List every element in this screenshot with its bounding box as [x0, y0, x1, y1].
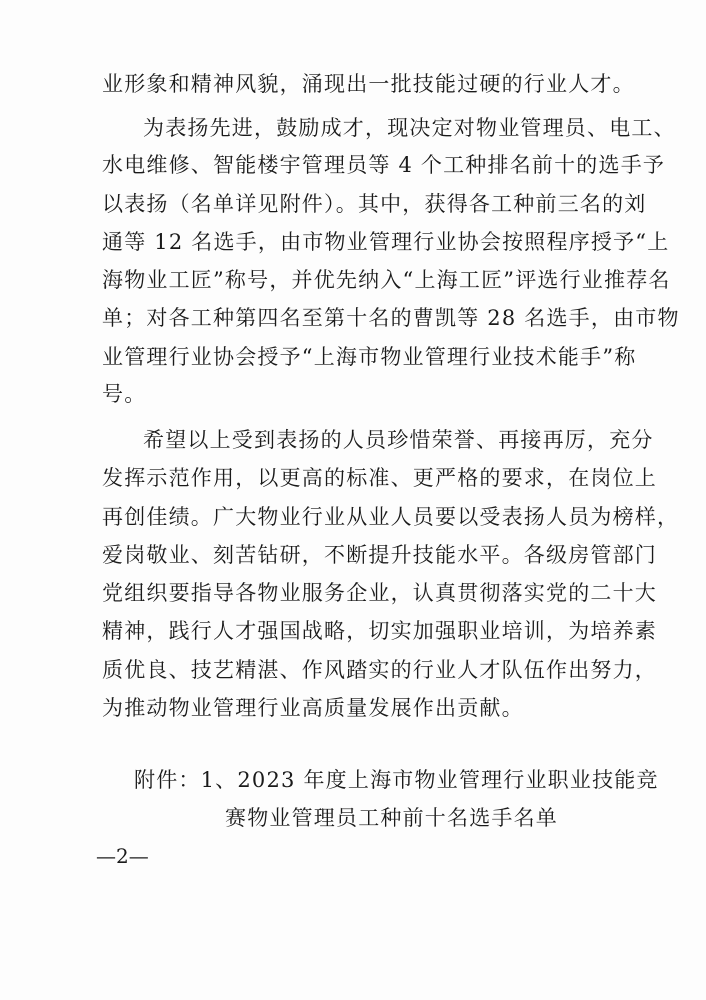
body-line: 通等 12 名选手，由市物业管理行业协会按照程序授予“上: [102, 230, 670, 254]
body-line: 再创佳绩。广大物业行业从业人员要以受表扬人员为榜样，: [102, 505, 680, 529]
page-number: —2—: [96, 844, 149, 868]
body-line: 爱岗敬业、刻苦钻研，不断提升技能水平。各级房管部门: [102, 543, 657, 567]
body-line: 精神，践行人才强国战略，切实加强职业培训，为培养素: [102, 619, 657, 643]
body-line: 海物业工匠”称号，并优先纳入“上海工匠”评选行业推荐名: [102, 268, 671, 292]
body-line: 水电维修、智能楼宇管理员等 4 个工种排名前十的选手予: [102, 153, 666, 177]
body-line: 为推动物业管理行业高质量发展作出贡献。: [102, 696, 524, 720]
body-line: 单；对各工种第四名至第十名的曹凯等 28 名选手，由市物: [102, 306, 680, 330]
body-line: 为表扬先进，鼓励成才，现决定对物业管理员、电工、: [143, 116, 676, 140]
attachment-line-2: 赛物业管理员工种前十名选手名单: [225, 806, 558, 830]
body-line: 希望以上受到表扬的人员珍惜荣誉、再接再厉，充分: [143, 428, 654, 452]
body-line: 号。: [102, 382, 147, 406]
attachment-line-1: 附件：1、2023 年度上海市物业管理行业职业技能竞: [134, 768, 659, 792]
body-line: 发挥示范作用，以更高的标准、更严格的要求，在岗位上: [102, 466, 657, 490]
body-line: 业形象和精神风貌，涌现出一批技能过硬的行业人才。: [102, 72, 635, 96]
body-line: 党组织要指导各物业服务企业，认真贯彻落实党的二十大: [102, 581, 657, 605]
body-line: 质优良、技艺精湛、作风踏实的行业人才队伍作出努力，: [102, 658, 657, 682]
body-line: 以表扬（名单详见附件）。其中，获得各工种前三名的刘: [102, 192, 647, 216]
body-line: 业管理行业协会授予“上海市物业管理行业技术能手”称: [102, 345, 637, 369]
